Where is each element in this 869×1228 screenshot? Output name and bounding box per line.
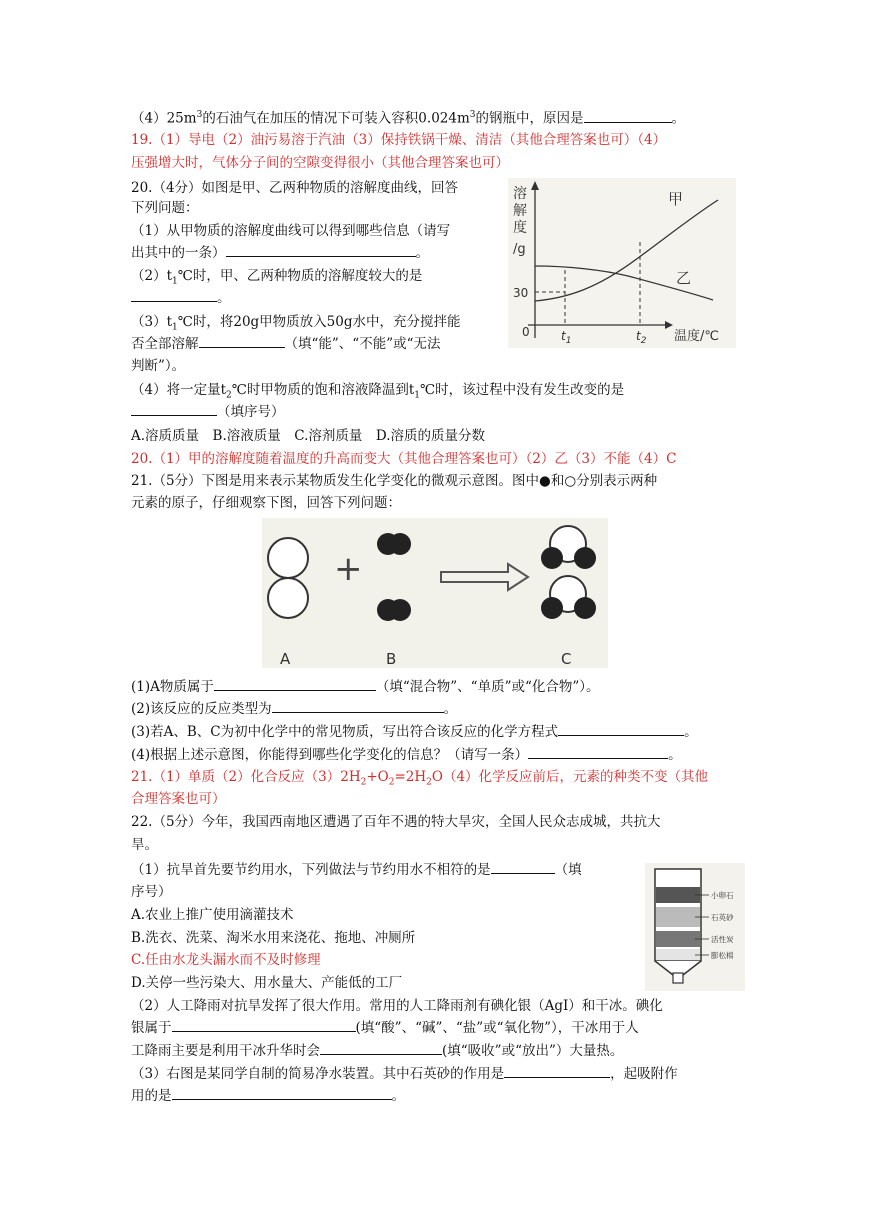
y-label-2: 解 bbox=[513, 203, 527, 219]
q21-text: 。 bbox=[684, 724, 698, 740]
answer-blank[interactable] bbox=[226, 243, 416, 257]
answer-blank[interactable] bbox=[131, 402, 217, 416]
q22-option-a: A.农业上推广使用滴灌技术 bbox=[131, 907, 294, 923]
filter-layer-label: 膨松棉 bbox=[711, 951, 734, 960]
answer-blank[interactable] bbox=[199, 334, 285, 348]
q22-stem: 旱。 bbox=[131, 837, 158, 853]
q21-answer-sub: 2 bbox=[388, 777, 395, 788]
q20-sub: 2 bbox=[226, 390, 232, 401]
q22-part2: （2）人工降雨对抗旱发挥了很大作用。常用的人工降雨剂有碘化银（AgI）和干冰。碘化 bbox=[131, 998, 663, 1014]
q20-text: （4）将一定量t bbox=[131, 382, 227, 398]
q20-text: ℃时甲物质的饱和溶液降温到t bbox=[231, 382, 415, 398]
q21-stem: 元素的原子，仔细观察下图，回答下列问题： bbox=[131, 495, 401, 511]
q19-answer-line2: 压强增大时，气体分子间的空隙变得很小（其他合理答案也可） bbox=[131, 155, 509, 171]
q22-part2 bbox=[131, 1018, 639, 1038]
q21-part4 bbox=[131, 745, 682, 765]
q20-part4 bbox=[131, 402, 285, 422]
q21-answer-line2: 合理答案也可） bbox=[131, 791, 226, 807]
q20-text: 否全部溶解 bbox=[131, 336, 199, 352]
q21-text: 。 bbox=[443, 701, 458, 717]
origin-label: 0 bbox=[522, 325, 530, 339]
q20-part3 bbox=[131, 334, 441, 354]
q21-text: 。 bbox=[668, 747, 682, 763]
y-label-3: 度 bbox=[513, 220, 527, 236]
label-c: C bbox=[561, 650, 572, 668]
q19-p4-text: （4）25m bbox=[131, 110, 197, 127]
black-atom bbox=[389, 599, 411, 621]
layer-cotton bbox=[656, 949, 700, 960]
q22-part2 bbox=[131, 1041, 623, 1061]
q20-text: （2）t bbox=[131, 268, 173, 284]
q21-text: (3)若A、B、C为初中化学中的常见物质，写出符合该反应的化学方程式 bbox=[131, 724, 559, 740]
q19-p4-text: 的钢瓶中，原因是 bbox=[475, 110, 584, 127]
black-atom bbox=[541, 597, 563, 619]
q19-part4 bbox=[131, 105, 685, 129]
answer-blank[interactable] bbox=[272, 699, 444, 713]
nozzle bbox=[673, 973, 683, 983]
q22-option-d: D.关停一些污染大、用水量大、产能低的工厂 bbox=[131, 975, 403, 991]
q22-option-c: C.任由水龙头漏水而不及时修理 bbox=[131, 952, 321, 968]
q21-answer-text: +O bbox=[366, 769, 389, 785]
q20-sub: 1 bbox=[172, 322, 178, 333]
q21-part2 bbox=[131, 699, 457, 719]
answer-blank[interactable] bbox=[491, 860, 555, 874]
q22-text: 。 bbox=[391, 1088, 405, 1104]
q20-part3: 判断”）。 bbox=[131, 358, 186, 374]
answer-blank[interactable] bbox=[172, 1018, 356, 1032]
graph-background bbox=[508, 178, 736, 348]
q22-text: （1）抗旱首先要节约用水，下列做法与节约用水不相符的是 bbox=[131, 862, 491, 878]
q20-text: ℃时，将20g甲物质放入50g水中，充分搅拌能 bbox=[177, 314, 461, 330]
filter-layer-label: 石英砂 bbox=[711, 913, 734, 922]
q20-text: （填“能”、“不能”或“无法 bbox=[284, 336, 441, 352]
q21-text: (2)该反应的反应类型为 bbox=[131, 701, 272, 717]
q22-text: 银属于 bbox=[131, 1020, 172, 1036]
filter-layer-label: 活性炭 bbox=[711, 935, 734, 944]
curve-yi-label: 乙 bbox=[676, 269, 692, 287]
q21-text: （填“混合物”、“单质”或“化合物”）。 bbox=[375, 679, 600, 695]
answer-blank[interactable] bbox=[558, 722, 684, 736]
layer-carbon bbox=[656, 931, 700, 947]
q22-part1 bbox=[131, 860, 582, 880]
q21-part1 bbox=[131, 677, 600, 697]
q21-text: (1)A物质属于 bbox=[131, 679, 214, 695]
layer-pebbles bbox=[656, 887, 700, 903]
t2-label: $t_2$ bbox=[636, 329, 647, 346]
black-atom bbox=[574, 597, 596, 619]
q20-text: 出其中的一条） bbox=[131, 245, 226, 261]
white-atom bbox=[268, 578, 308, 618]
q22-text: （填 bbox=[554, 862, 582, 878]
x-label: 温度/℃ bbox=[674, 329, 719, 344]
label-b: B bbox=[386, 650, 397, 668]
q20-text: ℃时，该过程中没有发生改变的是 bbox=[420, 382, 625, 398]
q22-text: （3）右图是某同学自制的简易净水装置。其中石英砂的作用是 bbox=[131, 1066, 505, 1082]
q20-sub: 1 bbox=[172, 276, 178, 287]
q22-text: 工降雨主要是利用干冰升华时会 bbox=[131, 1043, 320, 1059]
q22-option-b: B.洗衣、洗菜、淘米水用来浇花、拖地、冲厕所 bbox=[131, 930, 416, 946]
curve-jia-label: 甲 bbox=[668, 190, 684, 208]
q22-part3 bbox=[131, 1086, 405, 1106]
q19-p4-sup: 3 bbox=[196, 110, 203, 120]
filter-layer-label: 小卵石 bbox=[711, 891, 734, 900]
solubility-graph bbox=[508, 178, 736, 348]
q22-part1: 序号） bbox=[131, 884, 172, 900]
q21-answer-text: =2H bbox=[394, 769, 427, 785]
q21-answer-text: O（4）化学反应前后，元素的种类不变（其他 bbox=[431, 769, 709, 785]
q19-p4-text: 的石油气在加压的情况下可装入容积0.024m bbox=[202, 110, 470, 127]
q22-text: ，起吸附作 bbox=[610, 1066, 678, 1082]
q22-text: (填“酸”、“碱”、“盐”或“氧化物”），干冰用于人 bbox=[355, 1020, 639, 1036]
q20-part1: （1）从甲物质的溶解度曲线可以得到哪些信息（请写 bbox=[131, 223, 451, 239]
answer-blank[interactable] bbox=[320, 1041, 442, 1055]
q21-stem: 21.（5分）下图是用来表示某物质发生化学变化的微观示意图。图中●和○分别表示两种 bbox=[131, 473, 658, 489]
answer-blank[interactable] bbox=[528, 745, 668, 759]
q21-answer-sub: 2 bbox=[360, 777, 367, 788]
q20-text: ℃时，甲、乙两种物质的溶解度较大的是 bbox=[177, 268, 423, 284]
tick-30: 30 bbox=[513, 286, 529, 300]
black-atom bbox=[389, 533, 411, 555]
q20-stem: 20.（4分）如图是甲、乙两种物质的溶解度曲线，回答 bbox=[131, 180, 459, 196]
y-label-unit: /g bbox=[513, 242, 526, 257]
answer-blank[interactable] bbox=[214, 677, 376, 691]
water-filter-diagram bbox=[645, 863, 745, 991]
q19-answer-line1: 19.（1）导电（2）油污易溶于汽油（3）保持铁锅干燥、清洁（其他合理答案也可）（4） bbox=[131, 132, 667, 148]
answer-blank[interactable] bbox=[172, 1086, 392, 1100]
q21-part3 bbox=[131, 722, 698, 742]
plus-sign: + bbox=[334, 549, 363, 589]
answer-blank[interactable] bbox=[131, 288, 217, 302]
q22-text: 用的是 bbox=[131, 1088, 172, 1104]
q21-answer-text: 21.（1）单质（2）化合反应（3）2H bbox=[131, 769, 361, 785]
q22-part3 bbox=[131, 1064, 678, 1084]
y-label-1: 溶 bbox=[513, 186, 527, 202]
q22-text: (填“吸收”或“放出”）大量热。 bbox=[442, 1043, 624, 1059]
q22-stem: 22.（5分）今年，我国西南地区遭遇了百年不遇的特大旱灾，全国人民众志成城，共抗大 bbox=[131, 814, 661, 830]
q21-answer-sub: 2 bbox=[426, 777, 432, 788]
q21-text: (4)根据上述示意图，你能得到哪些化学变化的信息？（请写一条） bbox=[131, 747, 529, 763]
answer-blank[interactable] bbox=[504, 1064, 610, 1078]
q20-part1 bbox=[131, 243, 429, 263]
white-atom bbox=[268, 538, 308, 578]
q20-answer: 20.（1）甲的溶解度随着温度的升高而变大（其他合理答案也可）（2）乙（3）不能（4）C bbox=[131, 451, 677, 467]
q20-text: （填序号） bbox=[217, 404, 285, 420]
q20-text: 。 bbox=[415, 245, 429, 261]
black-atom bbox=[574, 547, 596, 569]
q20-part2 bbox=[131, 288, 231, 308]
q20-text: （3）t bbox=[131, 314, 173, 330]
answer-blank[interactable] bbox=[584, 109, 672, 123]
black-atom bbox=[541, 547, 563, 569]
reaction-diagram bbox=[262, 518, 608, 668]
q20-stem: 下列问题： bbox=[131, 200, 199, 216]
q20-sub: 1 bbox=[414, 390, 421, 401]
layer-sand bbox=[656, 907, 700, 927]
q20-text: 。 bbox=[217, 290, 231, 306]
t1-label: $t_1$ bbox=[561, 329, 572, 346]
label-a: A bbox=[280, 650, 291, 668]
q19-p4-text: 。 bbox=[671, 110, 685, 127]
q19-p4-sup: 3 bbox=[469, 110, 476, 120]
q20-options: A.溶质质量 B.溶液质量 C.溶剂质量 D.溶质的质量分数 bbox=[131, 428, 486, 444]
